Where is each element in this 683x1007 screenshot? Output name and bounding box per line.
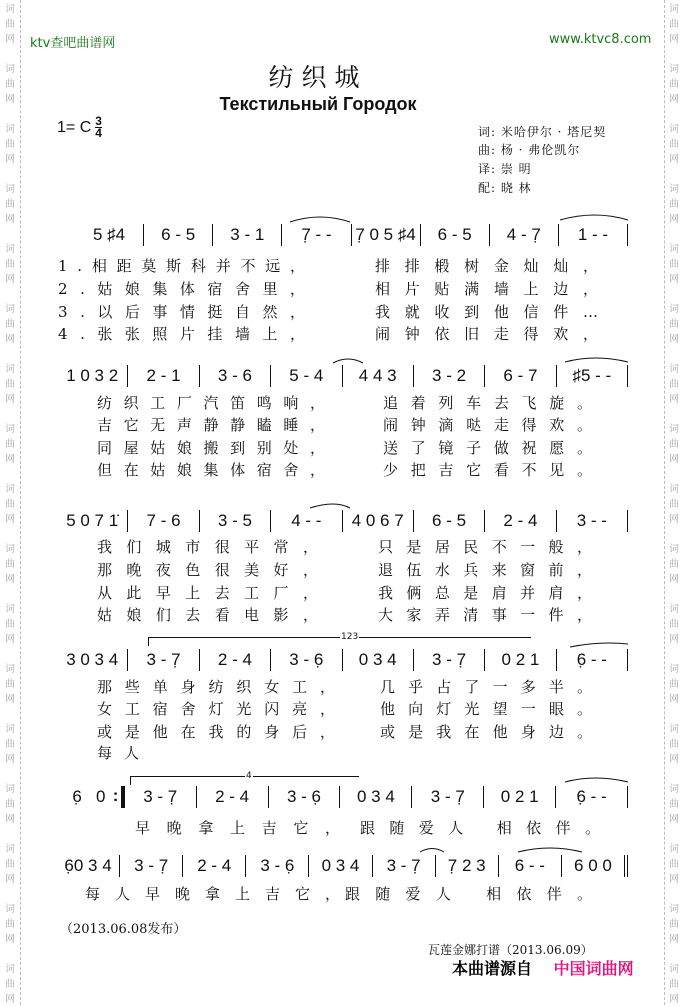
watermark-text: 词 曲 网 <box>5 244 15 285</box>
watermark-text: 词 曲 网 <box>669 364 679 405</box>
volta-label: 123 <box>341 632 359 642</box>
credit-translator: 译: 崇 明 <box>478 162 532 176</box>
time-bottom: 4 <box>95 126 102 140</box>
measure: 1 - - <box>559 224 628 246</box>
measure: 4 - 7̣ <box>490 224 559 246</box>
watermark-text: 词 曲 网 <box>5 184 15 225</box>
song-title: 纺织城 <box>268 63 368 92</box>
measure: 7̣ - - <box>282 224 351 246</box>
credit-lyricist: 词: 米哈伊尔 · 塔尼契 <box>478 125 607 139</box>
watermark-text: 词 曲 网 <box>5 64 15 105</box>
lyric-phrase: 纺织工厂汽笛鸣响， <box>97 394 337 412</box>
lyric-phrase: 2.姑娘集体宿舍里， <box>58 280 318 298</box>
lyric-phrase: 但在姑娘集体宿舍， <box>97 461 337 479</box>
lyric-phrase: 吉它无声静静瞌睡， <box>97 416 337 434</box>
measure: 3 - 6̣ <box>271 649 342 671</box>
lyric-phrase: 排排椴树金灿灿， <box>375 257 613 275</box>
measure: 6̣ - - <box>556 786 628 808</box>
watermark-text: 词 曲 网 <box>5 424 15 465</box>
measure: 3 - 6 <box>200 365 271 387</box>
measure: 0 2 1 <box>484 786 556 808</box>
watermark-text: 词 曲 网 <box>669 844 679 885</box>
lyric-phrase: 或是我在他身边。 <box>380 723 606 741</box>
tie <box>420 849 444 853</box>
measure: 3 - 7̣ <box>120 855 183 877</box>
measure: 3 - 7̣ <box>373 855 436 877</box>
measure: 6 - 7 <box>485 365 556 387</box>
watermark-text: 词 曲 网 <box>5 364 15 405</box>
measure: 5 - 4 <box>271 365 342 387</box>
lyric-phrase: 同屋姑娘搬到别处， <box>97 439 337 457</box>
lyric-phrase: 送了镜子做祝愿。 <box>383 439 605 457</box>
watermark-text: 词 曲 网 <box>5 484 15 525</box>
source-line <box>452 956 634 979</box>
lyric-phrase: 跟随爱人 相依伴。 <box>345 885 608 903</box>
measure: 6 - 5 <box>414 510 485 532</box>
lyric-phrase: 我俩总是肩并肩， <box>378 584 606 602</box>
watermark-text: 词 曲 网 <box>669 724 679 765</box>
lyric-phrase: 1.相距莫斯科并不远， <box>58 257 315 275</box>
watermark-text: 词 曲 网 <box>5 904 15 945</box>
measure: : 3 - 7̣ <box>121 786 197 808</box>
measure: 7̣ 0 5 ♯4 <box>352 224 421 246</box>
lyric-phrase: 早晚拿上吉它， <box>135 819 357 837</box>
measure: 0 3 4 <box>343 649 414 671</box>
lyric-phrase: 女工宿舍灯光闪亮， <box>97 700 348 718</box>
measure: 5 0 7 1̇ <box>57 510 128 532</box>
measure: 4 - - <box>271 510 342 532</box>
volta-label: 4 <box>246 771 252 781</box>
source-site-link[interactable]: 中国词曲网 <box>553 959 634 978</box>
watermark-text: 词 曲 网 <box>5 124 15 165</box>
watermark-text: 词 曲 网 <box>669 4 679 45</box>
tie <box>570 643 628 647</box>
lyric-phrase: 退伍水兵来窗前， <box>378 561 606 579</box>
measure: 2 - 1 <box>128 365 199 387</box>
lyric-phrase: 那些单身纺织女工， <box>97 678 348 696</box>
key-label: 1= C <box>57 118 92 136</box>
published-date: （2013.06.08发布） <box>60 922 187 937</box>
measure: 2 - 4 <box>200 649 271 671</box>
measure: 0 3 4 <box>340 786 412 808</box>
watermark-text: 词 曲 网 <box>669 544 679 585</box>
watermark-text: 词 曲 网 <box>5 664 15 705</box>
watermark-text: 词 曲 网 <box>669 904 679 945</box>
measure: ♯5 - - <box>557 365 628 387</box>
measure: 3 - 7̣ <box>412 786 484 808</box>
measure: 6 - - <box>499 855 562 877</box>
watermark-text: 词 曲 网 <box>5 544 15 585</box>
transcriber: 瓦莲金娜打谱（2013.06.09） <box>428 943 593 957</box>
watermark-text: 词 曲 网 <box>5 304 15 345</box>
lyric-phrase: 我就收到他信件… <box>375 303 613 321</box>
watermark-text: 词 曲 网 <box>669 784 679 825</box>
measure: 2 - 4 <box>183 855 246 877</box>
measure: 6 - 5 <box>144 224 213 246</box>
tie <box>560 215 628 220</box>
lyric-phrase: 每人 <box>97 744 151 762</box>
lyric-phrase: 那晚夜色很美好， <box>97 561 333 579</box>
watermark-text: 词 曲 网 <box>669 604 679 645</box>
site-url-right[interactable]: www.ktvc8.com <box>549 32 652 47</box>
tie <box>565 358 628 362</box>
credit-composer: 曲: 杨 · 弗伦凯尔 <box>478 143 581 157</box>
watermark-text: 词 曲 网 <box>5 724 15 765</box>
measure: 6̣0 3 4 <box>57 855 120 877</box>
measure: 3 - 6̣ <box>269 786 341 808</box>
site-name-left[interactable]: ktv查吧曲谱网 <box>30 36 116 51</box>
measure: 4 0 6 7 <box>343 510 414 532</box>
measure: 3 - 7̣ <box>128 649 199 671</box>
measure: 3 - 6̣ <box>246 855 309 877</box>
lyric-phrase: 闹钟依旧走得欢， <box>375 325 613 343</box>
watermark-text: 词 曲 网 <box>669 184 679 225</box>
measure: 3 - 7̣ <box>414 649 485 671</box>
measure: 6̣ - - <box>557 649 628 671</box>
lyric-phrase: 跟随爱人 相依伴。 <box>360 819 615 837</box>
measure: 3 - 5 <box>200 510 271 532</box>
lyric-phrase: 少把吉它看不见。 <box>383 461 605 479</box>
measure: 3 0 3 4 <box>57 649 128 671</box>
watermark-text: 词 曲 网 <box>5 844 15 885</box>
watermark-text: 词 曲 网 <box>669 124 679 165</box>
tie <box>310 504 350 508</box>
watermark-text: 词 曲 网 <box>669 64 679 105</box>
watermark-text: 词 曲 网 <box>669 664 679 705</box>
measure: 3 - - <box>557 510 628 532</box>
watermark-text: 词 曲 网 <box>669 304 679 345</box>
measure: 3 - 2 <box>414 365 485 387</box>
measure: 6 0 0 <box>562 855 628 877</box>
watermark-text: 词 曲 网 <box>669 424 679 465</box>
credit-arranger: 配: 晓 林 <box>478 181 532 195</box>
measure: 7 - 6 <box>128 510 199 532</box>
lyric-phrase: 每人早晚拿上吉它， <box>85 885 355 903</box>
tie <box>518 848 582 852</box>
watermark-text: 词 曲 网 <box>5 964 15 1005</box>
lyric-phrase: 从此早上去工厂， <box>97 584 333 602</box>
measure: 6 - 5 <box>421 224 490 246</box>
watermark-text: 词 曲 网 <box>5 604 15 645</box>
measure: 0 3 4 <box>309 855 372 877</box>
lyric-phrase: 闹钟滴哒走得欢。 <box>383 416 605 434</box>
source-label: 本曲谱源自 <box>452 959 533 978</box>
lyric-phrase: 只是居民不一般， <box>378 538 606 556</box>
lyric-phrase: 追着列车去飞旋。 <box>383 394 605 412</box>
lyric-phrase: 我们城市很平常， <box>97 538 333 556</box>
measure: 6̣ 0 <box>72 787 106 806</box>
measure: 0 2 1 <box>485 649 556 671</box>
measure: 5 ♯4 <box>75 224 144 246</box>
measure: 2 - 4 <box>485 510 556 532</box>
lyric-phrase: 几乎占了一多半。 <box>380 678 606 696</box>
watermark-text: 词 曲 网 <box>669 484 679 525</box>
tie <box>565 778 628 782</box>
tie <box>290 217 350 222</box>
tie <box>333 359 363 363</box>
measure: 3 - 1 <box>213 224 282 246</box>
measure: 4 4 3 <box>343 365 414 387</box>
lyric-phrase: 他向灯光望一眼。 <box>380 700 606 718</box>
measure: 1 0 3 2 <box>57 365 128 387</box>
watermark-text: 词 曲 网 <box>5 784 15 825</box>
song-subtitle: Текстильный Городок <box>219 94 417 114</box>
watermark-text: 词 曲 网 <box>669 244 679 285</box>
lyric-phrase: 3.以后事情挺自然， <box>58 303 318 321</box>
measure: 7̣ 2 3 <box>436 855 499 877</box>
watermark-text: 词 曲 网 <box>669 964 679 1005</box>
lyric-phrase: 4.张张照片挂墙上， <box>58 325 318 343</box>
watermark-text: 词 曲 网 <box>5 4 15 45</box>
lyric-phrase: 相片贴满墙上边， <box>375 280 613 298</box>
lyric-phrase: 姑娘们去看电影， <box>97 606 333 624</box>
measure: 2 - 4 <box>197 786 269 808</box>
time-top: 3 <box>95 114 102 128</box>
lyric-phrase: 或是他在我的身后， <box>97 723 348 741</box>
lyric-phrase: 大家弄清事一件， <box>378 606 606 624</box>
